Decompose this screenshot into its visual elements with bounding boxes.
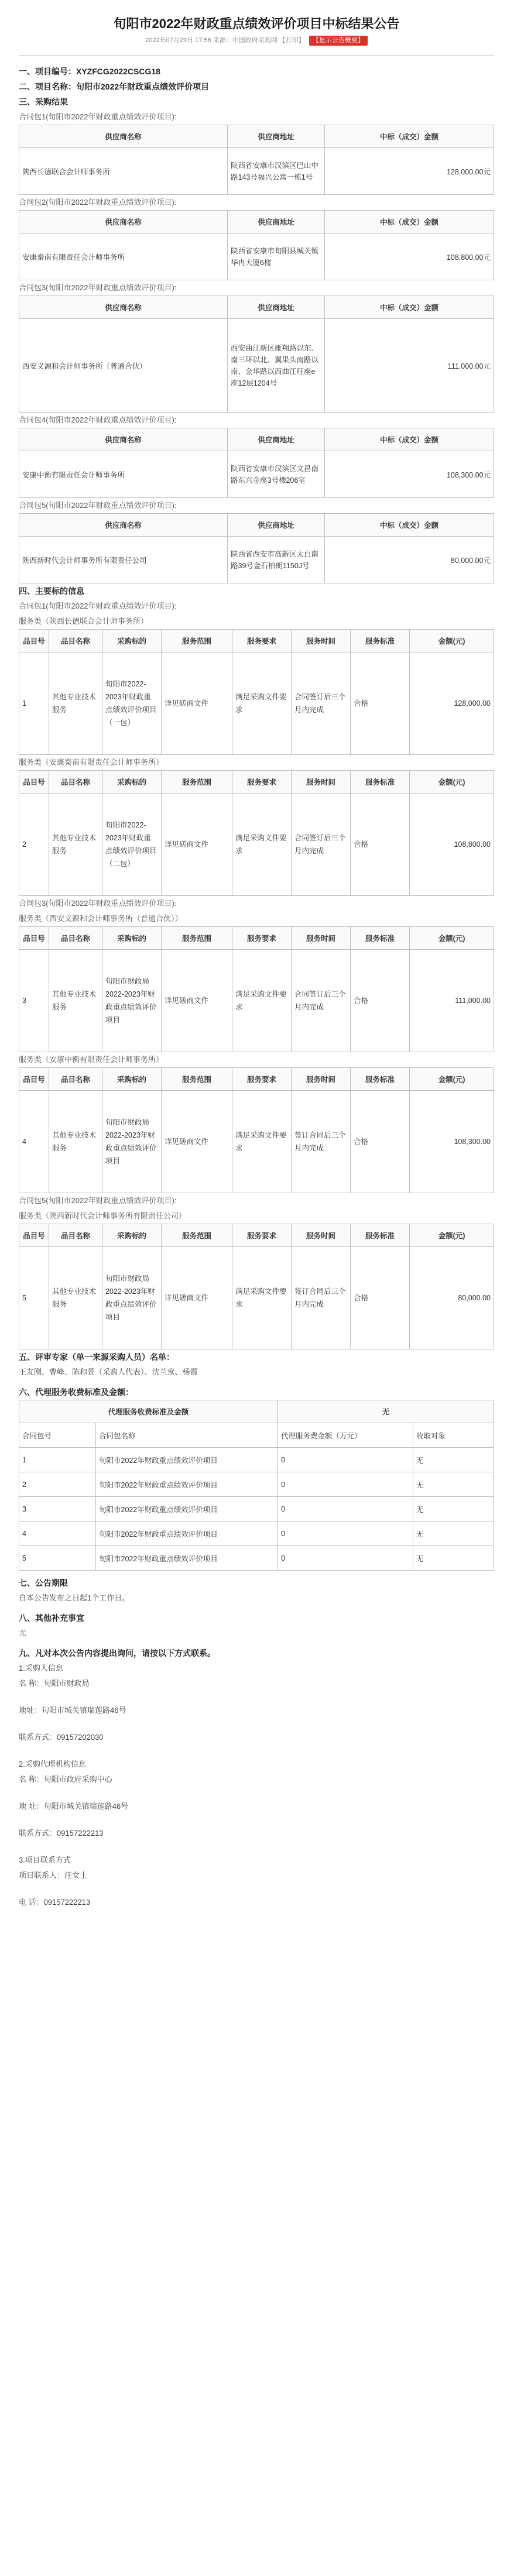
col-time: 服务时间 <box>292 771 351 794</box>
result-lot-label: 合同包5(旬阳市2022年财政重点绩效评价项目): <box>19 501 177 510</box>
col-amount: 中标（成交）金额 <box>325 296 494 319</box>
col-subject: 采购标的 <box>102 630 162 652</box>
supplier-address: 西安曲江新区雁翔路以东、南三环以北、翼果头南路以南、金华路以西曲江旺座e座12层1204号 <box>228 319 325 413</box>
item-requirement: 满足采购文件要求 <box>232 950 292 1052</box>
item-requirement: 满足采购文件要求 <box>232 794 292 896</box>
col-time: 服务时间 <box>292 630 351 652</box>
target-lot-label: 合同包1(旬阳市2022年财政重点绩效评价项目): <box>19 602 177 610</box>
result-table <box>19 210 494 280</box>
table-row <box>19 1448 494 1472</box>
col-subject: 采购标的 <box>102 771 162 794</box>
supplier-address: 陕西省西安市高新区太白南路39号金石柏朗1150J号 <box>228 537 325 583</box>
col-subject: 采购标的 <box>102 1068 162 1091</box>
fee-payer: 无 <box>413 1472 494 1497</box>
agent-info-title: 2.采购代理机构信息 <box>19 1760 86 1768</box>
target-table <box>19 1224 494 1349</box>
target-table <box>19 926 494 1052</box>
item-subject: 旬阳市财政局2022-2023年财政重点绩效评价项目 <box>102 1247 162 1349</box>
fee-amount: 0 <box>278 1497 413 1521</box>
col-scope: 服务范围 <box>162 1224 232 1247</box>
item-subject: 旬阳市2022-2023年财政重点绩效评价项目（二包） <box>102 794 162 896</box>
fee-lot-name: 旬阳市2022年财政重点绩效评价项目 <box>96 1521 278 1546</box>
fee-amount: 0 <box>278 1546 413 1571</box>
col-supplier-address: 供应商地址 <box>228 125 325 148</box>
item-subject: 旬阳市财政局2022-2023年财政重点绩效评价项目 <box>102 950 162 1052</box>
result-lot-label: 合同包2(旬阳市2022年财政重点绩效评价项目): <box>19 198 177 207</box>
item-name: 其他专业技术服务 <box>49 1247 102 1349</box>
item-scope: 详见磋商文件 <box>162 1091 232 1193</box>
item-time: 签订合同后三个月内完成 <box>292 1247 351 1349</box>
meta-line <box>19 32 494 49</box>
result-lot-label: 合同包4(旬阳市2022年财政重点绩效评价项目): <box>19 415 177 424</box>
col-amount: 中标（成交）金额 <box>325 428 494 451</box>
col-requirement: 服务要求 <box>232 1224 292 1247</box>
supplier-name: 西安义源和会计师事务所（普通合伙） <box>19 319 228 413</box>
item-requirement: 满足采购文件要求 <box>232 1247 292 1349</box>
result-table <box>19 513 494 583</box>
col-amount: 金额(元) <box>410 771 494 794</box>
item-subject: 旬阳市2022-2023年财政重点绩效评价项目（一包） <box>102 652 162 755</box>
col-standard: 服务标准 <box>351 771 410 794</box>
col-lot-no: 合同包号 <box>19 1423 96 1448</box>
project-contact-phone: 电 话：09157222213 <box>19 1898 91 1907</box>
col-supplier-name: 供应商名称 <box>19 125 228 148</box>
col-standard: 服务标准 <box>351 630 410 652</box>
col-item-name: 品目名称 <box>49 630 102 652</box>
col-supplier-name: 供应商名称 <box>19 428 228 451</box>
section-agency-fee: 六、代理服务收费标准及金额： <box>19 1387 133 1397</box>
supplier-amount: 108,300.00元 <box>325 451 494 498</box>
supplier-name: 安康中衡有限责任会计师事务所 <box>19 451 228 498</box>
col-amount: 中标（成交）金额 <box>325 125 494 148</box>
item-amount: 128,000.00 <box>410 652 494 755</box>
show-summary-button[interactable]: 【显示公告概要】 <box>309 36 368 46</box>
col-item-no: 品目号 <box>19 630 49 652</box>
page-title: 旬阳市2022年财政重点绩效评价项目中标结果公告 <box>113 16 400 31</box>
item-name: 其他专业技术服务 <box>49 652 102 755</box>
section-notice-period: 七、公告期限 <box>19 1578 68 1588</box>
fee-lot-no: 2 <box>19 1472 96 1497</box>
fee-payer: 无 <box>413 1448 494 1472</box>
item-standard: 合格 <box>351 1247 410 1349</box>
target-vendor-label: 服务类（陕西长德联合会计师事务所） <box>19 617 149 626</box>
fee-payer: 无 <box>413 1546 494 1571</box>
col-time: 服务时间 <box>292 1068 351 1091</box>
col-lot-name: 合同包名称 <box>96 1423 278 1448</box>
col-amount: 中标（成交）金额 <box>325 514 494 537</box>
supplier-address: 陕西省安康市汉滨区文昌南路东兴金座3号楼206室 <box>228 451 325 498</box>
project-contact-title: 3.项目联系方式 <box>19 1856 71 1864</box>
col-item-no: 品目号 <box>19 1224 49 1247</box>
target-lot-label: 合同包3(旬阳市2022年财政重点绩效评价项目): <box>19 899 177 908</box>
publish-date: 2022年07月29日 17:56 <box>145 37 211 44</box>
col-time: 服务时间 <box>292 1224 351 1247</box>
target-lot-label: 合同包5(旬阳市2022年财政重点绩效评价项目): <box>19 1196 177 1205</box>
table-row <box>19 1472 494 1497</box>
supplier-name: 陕西新时代会计师事务所有限责任公司 <box>19 537 228 583</box>
supplier-name: 安康秦南有限责任会计师事务所 <box>19 233 228 280</box>
section-project-no: 一、项目编号：XYZFCG2022CSCG18 <box>19 67 160 76</box>
item-time: 合同签订后三个月内完成 <box>292 652 351 755</box>
item-amount: 108,300.00 <box>410 1091 494 1193</box>
fee-lot-name: 旬阳市2022年财政重点绩效评价项目 <box>96 1497 278 1521</box>
item-requirement: 满足采购文件要求 <box>232 652 292 755</box>
col-item-no: 品目号 <box>19 771 49 794</box>
item-subject: 旬阳市财政局2022-2023年财政重点绩效评价项目 <box>102 1091 162 1193</box>
fee-lot-no: 3 <box>19 1497 96 1521</box>
col-subject: 采购标的 <box>102 1224 162 1247</box>
result-lot-label: 合同包1(旬阳市2022年财政重点绩效评价项目): <box>19 112 177 121</box>
header-divider <box>19 55 494 56</box>
fee-payer: 无 <box>413 1497 494 1521</box>
col-item-name: 品目名称 <box>49 927 102 950</box>
target-vendor-label: 服务类（陕西新时代会计师事务所有限责任公司） <box>19 1211 187 1220</box>
result-table <box>19 296 494 413</box>
col-item-no: 品目号 <box>19 1068 49 1091</box>
item-amount: 80,000.00 <box>410 1247 494 1349</box>
col-standard: 服务标准 <box>351 1068 410 1091</box>
target-table <box>19 629 494 755</box>
buyer-name: 名 称：旬阳市财政局 <box>19 1679 90 1688</box>
supplier-amount: 108,800.00元 <box>325 233 494 280</box>
item-no: 1 <box>19 652 49 755</box>
col-requirement: 服务要求 <box>232 927 292 950</box>
col-item-name: 品目名称 <box>49 771 102 794</box>
item-name: 其他专业技术服务 <box>49 794 102 896</box>
item-name: 其他专业技术服务 <box>49 1091 102 1193</box>
item-amount: 111,000.00 <box>410 950 494 1052</box>
col-item-name: 品目名称 <box>49 1224 102 1247</box>
item-scope: 详见磋商文件 <box>162 794 232 896</box>
col-scope: 服务范围 <box>162 927 232 950</box>
target-table <box>19 770 494 896</box>
col-amount: 金额(元) <box>410 927 494 950</box>
target-table <box>19 1067 494 1193</box>
table-row <box>19 1497 494 1521</box>
experts-list: 王友刚、曹峰、陈和景（采购人代表）、沈兰莺、杨霞 <box>19 1368 198 1376</box>
col-requirement: 服务要求 <box>232 630 292 652</box>
agent-name: 名 称：旬阳市政府采购中心 <box>19 1775 112 1784</box>
col-supplier-name: 供应商名称 <box>19 514 228 537</box>
col-payer: 收取对象 <box>413 1423 494 1448</box>
other-text: 无 <box>19 1629 27 1637</box>
section-experts: 五、评审专家（单一来源采购人员）名单： <box>19 1352 174 1362</box>
col-amount: 金额(元) <box>410 1068 494 1091</box>
supplier-amount: 111,000.00元 <box>325 319 494 413</box>
section-results: 三、采购结果 <box>19 97 68 107</box>
col-fee: 代理服务费金额（万元） <box>278 1423 413 1448</box>
col-requirement: 服务要求 <box>232 771 292 794</box>
supplier-amount: 128,000.00元 <box>325 148 494 195</box>
section-other: 八、其他补充事宜 <box>19 1613 84 1623</box>
col-requirement: 服务要求 <box>232 1068 292 1091</box>
fee-lot-name: 旬阳市2022年财政重点绩效评价项目 <box>96 1448 278 1472</box>
item-amount: 108,800.00 <box>410 794 494 896</box>
item-no: 5 <box>19 1247 49 1349</box>
buyer-info-title: 1.采购人信息 <box>19 1664 63 1672</box>
col-amount: 中标（成交）金额 <box>325 211 494 233</box>
result-table <box>19 125 494 195</box>
col-standard: 服务标准 <box>351 927 410 950</box>
item-time: 签订合同后三个月内完成 <box>292 1091 351 1193</box>
item-scope: 详见磋商文件 <box>162 950 232 1052</box>
table-row <box>19 1546 494 1571</box>
buyer-address: 地址：旬阳市城关镇瑞莲路46号 <box>19 1706 126 1715</box>
print-link[interactable]: 【打印】 <box>279 37 305 44</box>
result-lot-label: 合同包3(旬阳市2022年财政重点绩效评价项目): <box>19 283 177 292</box>
section-targets: 四、主要标的信息 <box>19 586 84 596</box>
fee-lot-no: 4 <box>19 1521 96 1546</box>
col-supplier-address: 供应商地址 <box>228 296 325 319</box>
fee-lot-no: 1 <box>19 1448 96 1472</box>
fee-standard-value: 无 <box>278 1400 494 1423</box>
col-standard: 服务标准 <box>351 1224 410 1247</box>
item-scope: 详见磋商文件 <box>162 1247 232 1349</box>
col-item-name: 品目名称 <box>49 1068 102 1091</box>
result-table <box>19 428 494 498</box>
item-time: 合同签订后三个月内完成 <box>292 950 351 1052</box>
fee-lot-name: 旬阳市2022年财政重点绩效评价项目 <box>96 1546 278 1571</box>
target-vendor-label: 服务类（西安义源和会计师事务所（普通合伙）） <box>19 914 183 923</box>
supplier-address: 陕西省安康市旬阳县城关镇华冉大厦6楼 <box>228 233 325 280</box>
notice-page <box>19 0 494 1910</box>
item-requirement: 满足采购文件要求 <box>232 1091 292 1193</box>
item-standard: 合格 <box>351 950 410 1052</box>
col-time: 服务时间 <box>292 927 351 950</box>
notice-period-text: 自本公告发布之日起1个工作日。 <box>19 1593 130 1602</box>
item-name: 其他专业技术服务 <box>49 950 102 1052</box>
col-supplier-address: 供应商地址 <box>228 514 325 537</box>
item-no: 2 <box>19 794 49 896</box>
target-vendor-label: 服务类（安康中衡有限责任会计师事务所） <box>19 1055 164 1064</box>
col-subject: 采购标的 <box>102 927 162 950</box>
fee-amount: 0 <box>278 1472 413 1497</box>
col-amount: 金额(元) <box>410 1224 494 1247</box>
item-scope: 详见磋商文件 <box>162 652 232 755</box>
col-supplier-address: 供应商地址 <box>228 211 325 233</box>
col-scope: 服务范围 <box>162 630 232 652</box>
project-contact-person: 项目联系人：汪女士 <box>19 1871 88 1880</box>
fee-lot-no: 5 <box>19 1546 96 1571</box>
col-scope: 服务范围 <box>162 771 232 794</box>
agent-phone: 联系方式：09157222213 <box>19 1829 104 1837</box>
target-vendor-label: 服务类（安康秦南有限责任会计师事务所） <box>19 758 164 767</box>
fee-payer: 无 <box>413 1521 494 1546</box>
item-standard: 合格 <box>351 652 410 755</box>
col-item-no: 品目号 <box>19 927 49 950</box>
col-supplier-address: 供应商地址 <box>228 428 325 451</box>
fee-amount: 0 <box>278 1448 413 1472</box>
buyer-phone: 联系方式：09157202030 <box>19 1733 104 1742</box>
col-scope: 服务范围 <box>162 1068 232 1091</box>
item-standard: 合格 <box>351 1091 410 1193</box>
fee-lot-name: 旬阳市2022年财政重点绩效评价项目 <box>96 1472 278 1497</box>
agency-fee-table <box>19 1400 494 1571</box>
section-project-name: 二、项目名称：旬阳市2022年财政重点绩效评价项目 <box>19 82 210 91</box>
table-row <box>19 1521 494 1546</box>
item-no: 4 <box>19 1091 49 1193</box>
col-supplier-name: 供应商名称 <box>19 211 228 233</box>
item-time: 合同签订后三个月内完成 <box>292 794 351 896</box>
supplier-address: 陕西省安康市汉滨区巴山中路143号福兴公寓一栋1号 <box>228 148 325 195</box>
source-text: 来源：中国政府采购网 <box>213 37 278 44</box>
fee-amount: 0 <box>278 1521 413 1546</box>
col-supplier-name: 供应商名称 <box>19 296 228 319</box>
supplier-name: 陕西长德联合会计师事务所 <box>19 148 228 195</box>
col-amount: 金额(元) <box>410 630 494 652</box>
section-contacts: 九、凡对本次公告内容提出询问，请按以下方式联系。 <box>19 1648 215 1658</box>
fee-standard-header: 代理服务收费标准及金额 <box>19 1400 278 1423</box>
agent-address: 地 址：旬阳市城关镇瑞莲路46号 <box>19 1802 129 1811</box>
item-standard: 合格 <box>351 794 410 896</box>
supplier-amount: 80,000.00元 <box>325 537 494 583</box>
item-no: 3 <box>19 950 49 1052</box>
